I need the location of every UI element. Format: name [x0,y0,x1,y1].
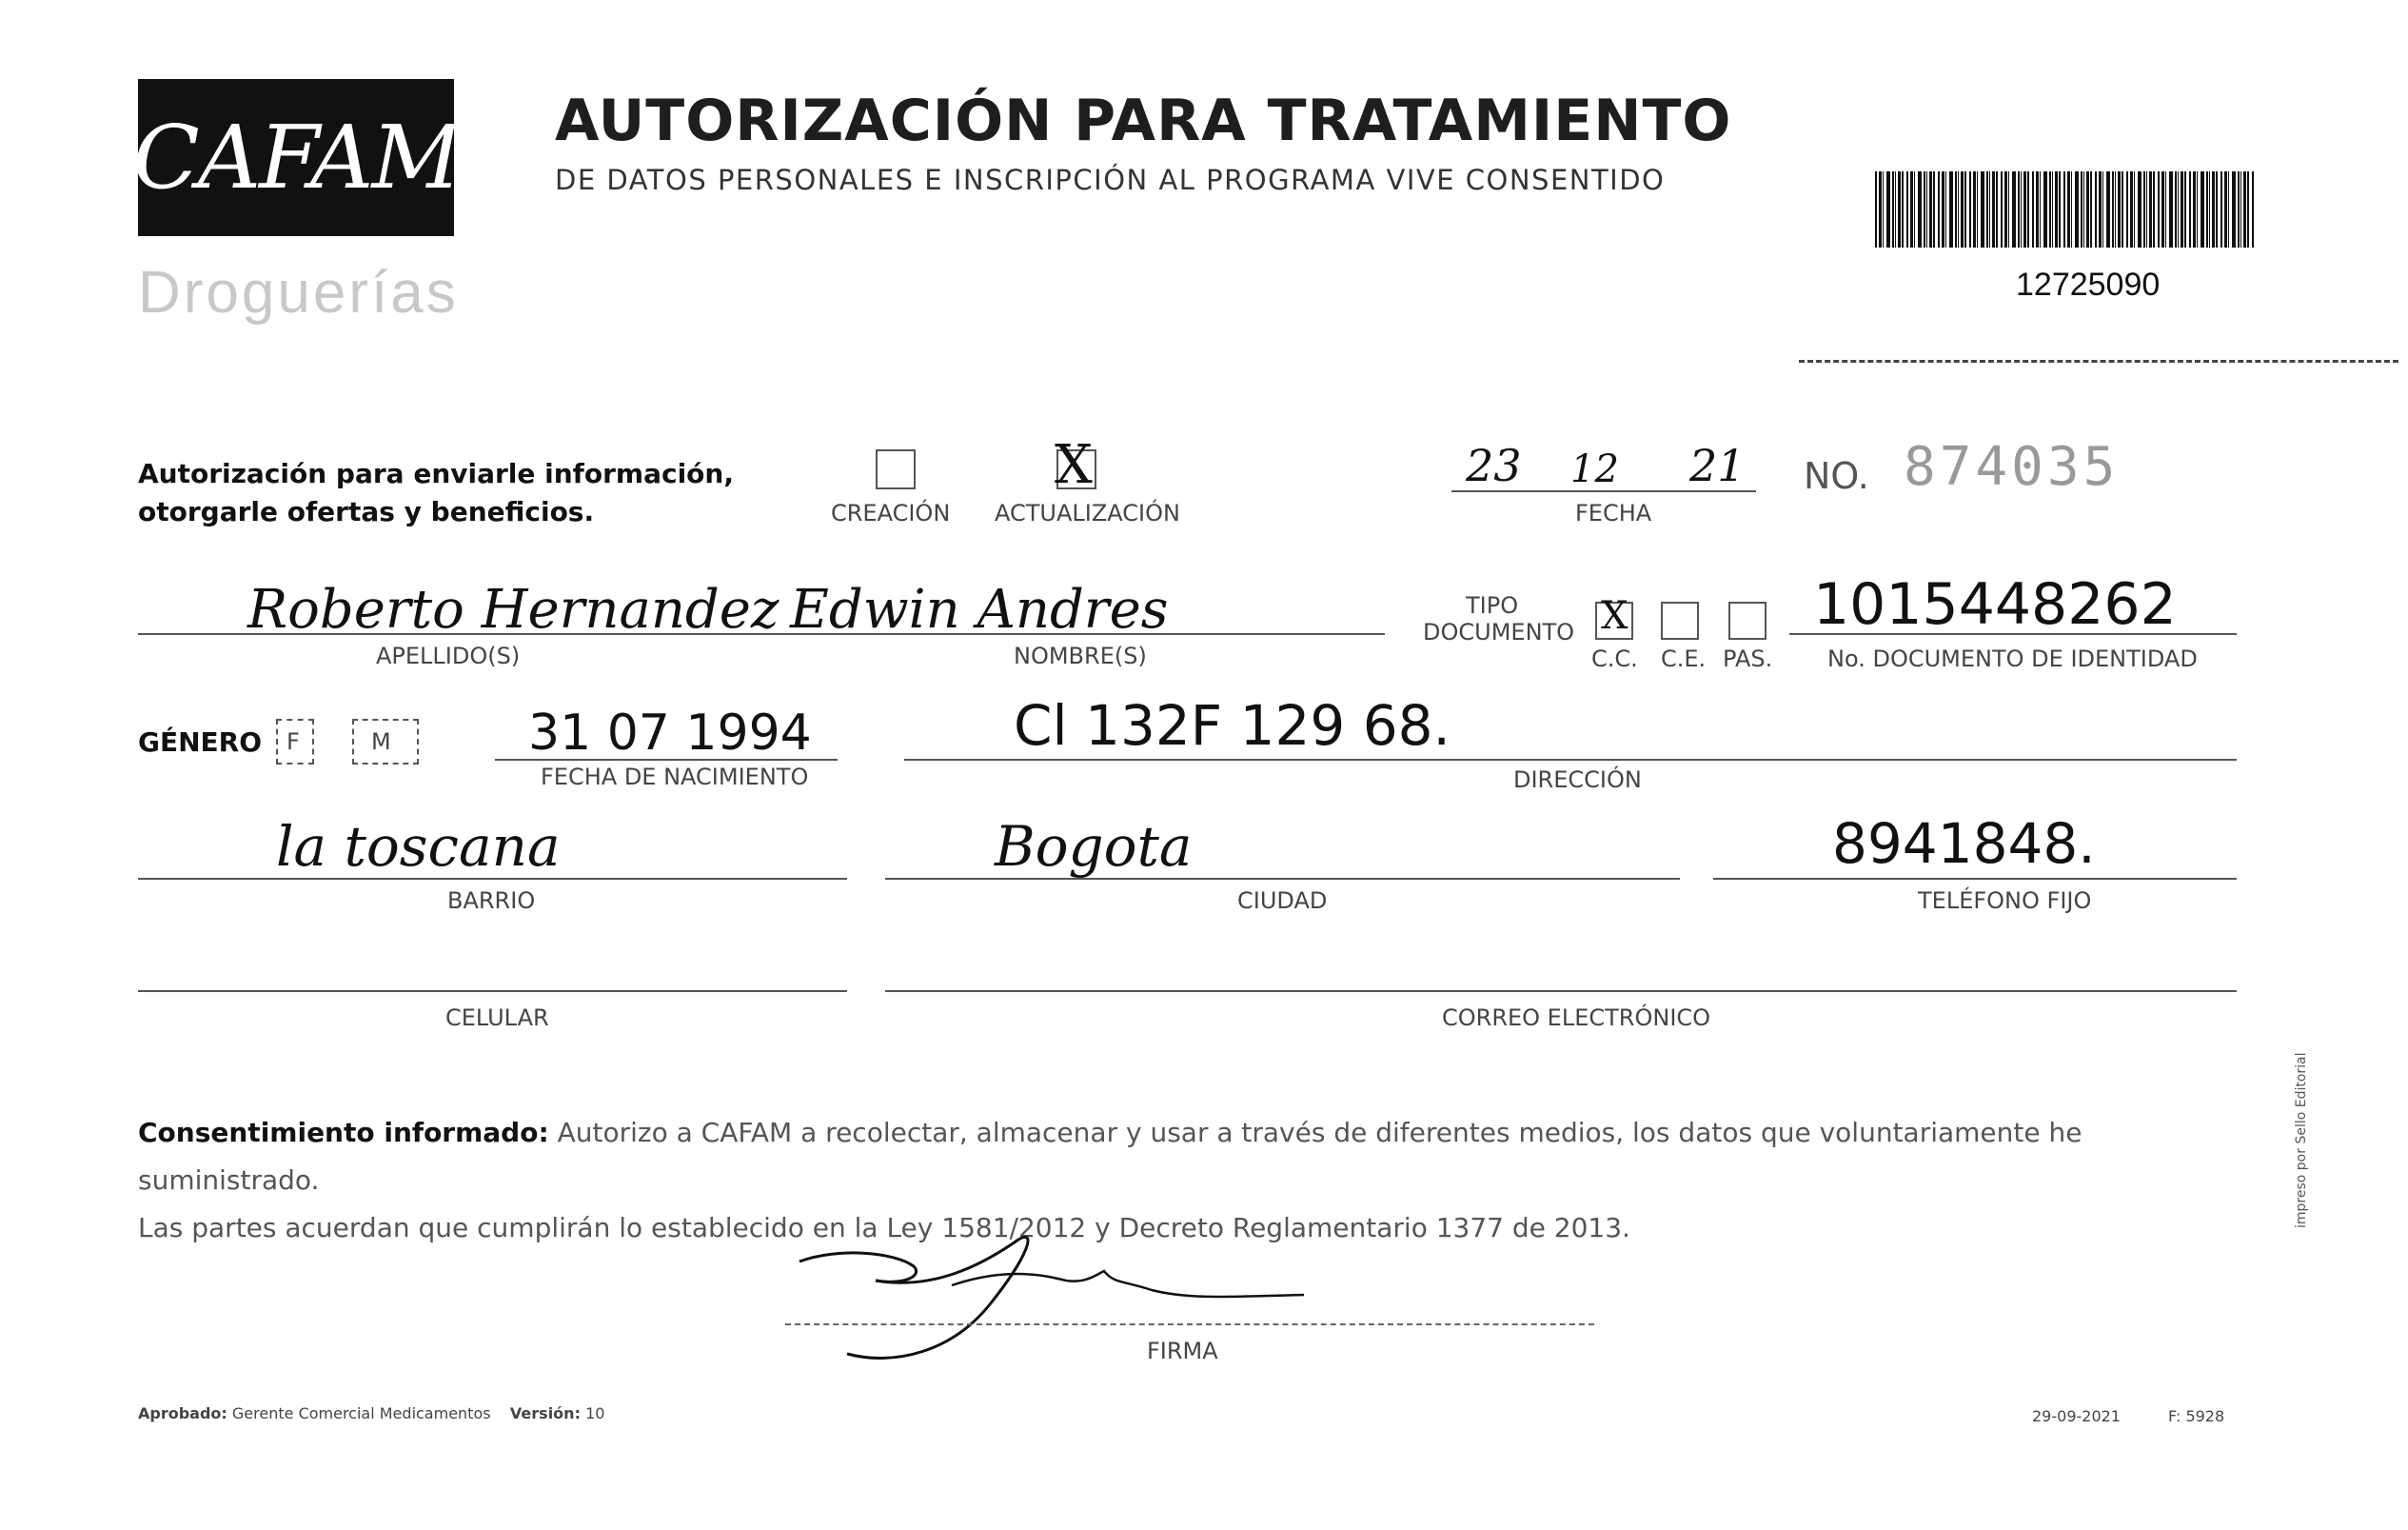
barcode-bar [1929,171,1932,248]
barcode-number: 12725090 [2016,267,2161,303]
barcode-bar [2095,171,2097,248]
nombres-label: NOMBRE(S) [1014,643,1147,669]
barcode-bar [2102,171,2103,248]
barcode-bar [2021,171,2022,248]
barcode-bar [2197,171,2198,248]
telefono-label: TELÉFONO FIJO [1918,887,2092,914]
barcode-bar [2018,171,2020,248]
barcode-bar [1898,171,1901,248]
barcode-bar [2240,171,2241,248]
form-code: F: 5928 [2168,1407,2225,1425]
form-title: AUTORIZACIÓN PARA TRATAMIENTO [555,88,1732,154]
barcode-bar [2122,171,2123,248]
barcode-bar [1942,171,1944,248]
barcode-bar [2055,171,2058,248]
barcode-bar [2206,171,2208,248]
barcode-bar [2040,171,2041,248]
telefono-line [1713,878,2237,880]
consent-text-1: Autorizo a CAFAM a recolectar, almacenar y usar a través de diferentes medios, los datos que voluntariamente he suministrado. [138,1117,2082,1196]
date-month-value: 12 [1570,447,1619,491]
consent-text-2: Las partes acuerdan que cumplirán lo establecido en la Ley 1581/2012 y Decreto Reglamentario 1377 de 2013. [138,1212,1630,1243]
barrio-value: la toscana [276,814,561,879]
barcode-bar [1886,171,1890,248]
barcode-bar [1949,171,1953,248]
barcode-bar [2220,171,2222,248]
barcode-bar [2130,171,2133,248]
date-year-value: 21 [1689,440,1746,491]
barcode-bar [1945,171,1946,248]
firma-label: FIRMA [1147,1338,1218,1364]
barcode-bar [2232,171,2236,248]
barcode-bar [2224,171,2227,248]
pas-checkbox[interactable] [1728,602,1767,640]
barcode-bar [1986,171,1988,248]
barcode-bar [1961,171,1964,248]
dashed-separator [1799,360,2398,363]
barcode-bar [1981,171,1984,248]
barcode-bar [2075,171,2079,248]
barcode-bar [1906,171,1908,248]
barcode-bar [2086,171,2089,248]
barcode-bar [1910,171,1913,248]
celular-line [138,990,847,992]
barcode-bar [2099,171,2102,248]
barcode-bar [2158,171,2160,248]
consent-heading: Consentimiento informado: [138,1117,549,1148]
actualizacion-label: ACTUALIZACIÓN [995,500,1180,527]
barcode-bar [1914,171,1915,248]
firma-line [785,1323,1594,1325]
barcode-bar [2063,171,2065,248]
birth-label: FECHA DE NACIMIENTO [541,764,809,790]
barcode-bar [2243,171,2246,248]
barcode-bar [2175,171,2177,248]
barcode-bar [1992,171,1995,248]
apellidos-label: APELLIDO(S) [376,643,521,669]
form-subtitle: DE DATOS PERSONALES E INSCRIPCIÓN AL PROGRAMA VIVE CONSENTIDO [555,164,1666,196]
direccion-label: DIRECCIÓN [1513,766,1642,793]
genero-label: GÉNERO [138,726,263,758]
version-value: 10 [585,1404,605,1422]
cafam-logo: CAFAM [138,79,454,236]
barcode-bar [2112,171,2114,248]
barcode-bar [2126,171,2128,248]
barcode-bar [1883,171,1884,248]
ce-label: C.E. [1661,646,1707,672]
documento-label: No. DOCUMENTO DE IDENTIDAD [1827,646,2198,672]
direccion-value: Cl 132F 129 68. [1014,693,1451,758]
barcode-bar [2212,171,2215,248]
form-number: 874035 [1904,436,2120,498]
barcode-bar [1895,171,1896,248]
barcode-bar [2027,171,2029,248]
barcode-bar [2161,171,2164,248]
aprobado-label: Aprobado: [138,1404,227,1422]
apellidos-value: Roberto Hernandez [247,579,780,641]
barcode-bar [2036,171,2039,248]
barcode-bar [2169,171,2173,248]
authorization-label-line2: otorgarle ofertas y beneficios. [138,496,595,527]
barcode-bar [2052,171,2053,248]
authorization-label-line1: Autorización para enviarle información, [138,458,734,489]
barcode-bar [2247,171,2249,248]
barcode-bar [1996,171,1998,248]
barrio-label: BARRIO [447,887,536,914]
barcode-bar [2071,171,2072,248]
actualizacion-checkbox[interactable] [1055,434,1096,496]
barcode-bar [2023,171,2026,248]
logo-subtitle: Droguerías [138,260,459,326]
printer-vertical-text: impreso por Sello Editorial [2294,1052,2309,1228]
creacion-checkbox[interactable] [876,449,916,489]
barcode-bar [2083,171,2084,248]
barcode-bar [2138,171,2142,248]
ciudad-value: Bogota [995,814,1193,879]
barcode-bar [1892,171,1894,248]
barcode-bar [2118,171,2121,248]
barcode-bar [1955,171,1957,248]
barcode-bar [1924,171,1925,248]
barcode-bar [2001,171,2003,248]
aprobado-value: Gerente Comercial Medicamentos [231,1404,491,1422]
male-checkbox[interactable] [352,719,419,765]
version-label: Versión: [509,1404,581,1422]
barcode-bar [1977,171,1978,248]
barcode-bar [1989,171,1990,248]
approval-footer [138,1404,604,1422]
barcode-bar [1969,171,1971,248]
barcode-bar [2181,171,2183,248]
correo-line [885,990,2237,992]
creacion-label: CREACIÓN [831,500,951,527]
tipo-label: TIPO [1466,592,1519,619]
direccion-line [904,759,2237,761]
fecha-label: FECHA [1575,500,1652,527]
date-code: 29-09-2021 [2032,1407,2121,1425]
telefono-value: 8941848. [1832,811,2096,876]
barcode-bar [2216,171,2218,248]
barcode-bar [2184,171,2186,248]
number-label: NO. [1804,455,1869,497]
cc-label: C.C. [1591,646,1638,672]
date-day-value: 23 [1466,440,1522,491]
barcode-bar [2149,171,2152,248]
barcode-bar [1933,171,1935,248]
barcode-bar [2209,171,2210,248]
barcode-bar [2201,171,2204,248]
barcode-bar [1918,171,1922,248]
barcode-bar [2143,171,2145,248]
barcode-bar [2134,171,2135,248]
documento-type-label: DOCUMENTO [1423,619,1575,646]
barcode-bar [2081,171,2082,248]
cc-check-mark: X [1601,594,1628,638]
barcode-bar [2032,171,2034,248]
barcode-bar [2189,171,2191,248]
barcode-bar [2090,171,2092,248]
date-line [1451,490,1756,492]
barcode-bar [2043,171,2047,248]
barcode-bar [2252,171,2254,248]
barcode-bar [1938,171,1940,248]
barcode-bar [2165,171,2166,248]
barcode-bar [1964,171,1966,248]
barcode-bar [2004,171,2007,248]
correo-label: CORREO ELECTRÓNICO [1442,1004,1711,1031]
ce-checkbox[interactable] [1661,602,1699,640]
barcode-bar [2193,171,2196,248]
barcode-bar [1875,171,1877,248]
documento-value: 1015448262 [1813,571,2177,638]
barcode-bar [2146,171,2147,248]
barcode-bar [2012,171,2016,248]
cc-checkbox[interactable] [1595,594,1633,640]
ciudad-label: CIUDAD [1237,887,1328,914]
female-checkbox[interactable] [276,719,314,765]
signature [780,1228,1352,1371]
male-label: M [371,728,391,755]
pas-label: PAS. [1723,646,1773,672]
barcode-bar [1973,171,1976,248]
celular-label: CELULAR [445,1004,549,1031]
barcode-bar [2059,171,2061,248]
barcode-bar [2049,171,2051,248]
barcode-bar [2178,171,2179,248]
barcode-bar [2067,171,2070,248]
barcode-bar [1926,171,1927,248]
barcode-bar [2106,171,2110,248]
barcode [1875,171,2256,248]
actualizacion-check-mark: X [1055,434,1093,496]
female-label: F [286,728,300,755]
birth-value: 31 07 1994 [528,705,812,762]
barcode-bar [1879,171,1882,248]
barcode-bar [2008,171,2009,248]
barcode-bar [1902,171,1904,248]
barcode-bar [2153,171,2155,248]
barcode-bar [2228,171,2229,248]
barcode-bar [2115,171,2116,248]
barcode-bar [1958,171,1959,248]
barcode-bar [2238,171,2240,248]
nombres-value: Edwin Andres [790,579,1169,641]
